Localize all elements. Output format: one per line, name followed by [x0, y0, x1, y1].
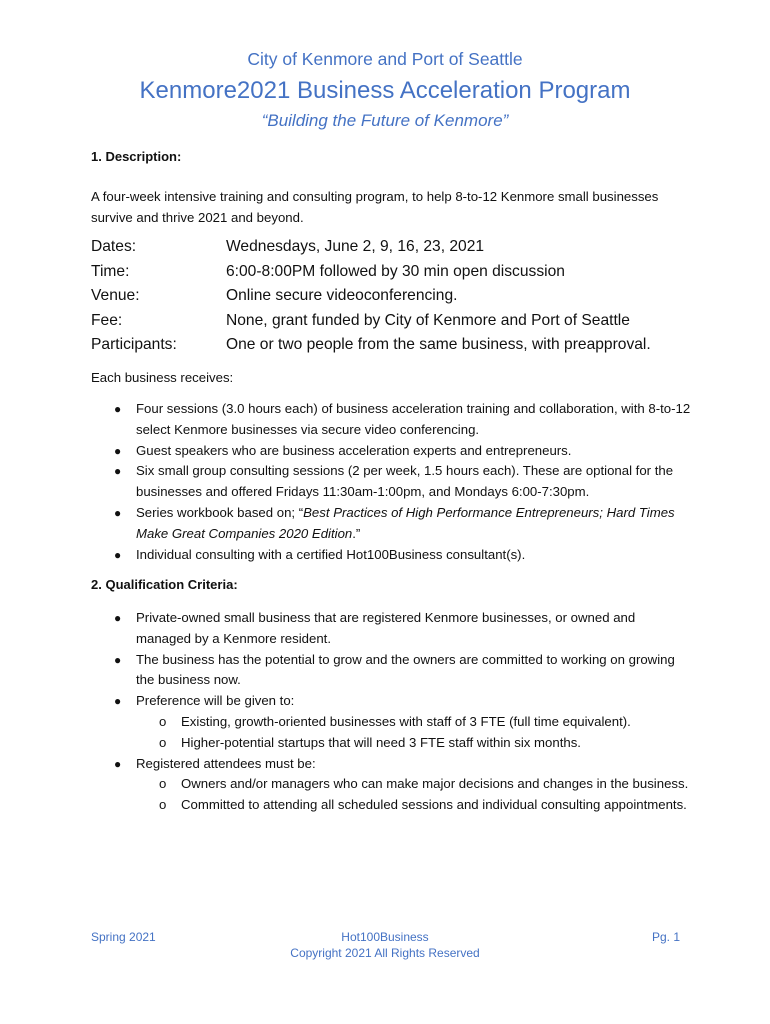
preference-sublist — [136, 712, 691, 754]
preference-label: Preference will be given to: — [136, 693, 295, 709]
detail-row-time — [91, 263, 731, 288]
detail-row-fee — [91, 312, 731, 337]
bullet-icon: ● — [114, 694, 122, 709]
bullet-icon: ● — [114, 402, 122, 416]
organization-line: City of Kenmore and Port of Seattle — [247, 49, 523, 69]
detail-label: Time: — [91, 262, 130, 280]
bullet-icon: ● — [114, 611, 122, 625]
benefits-list — [91, 399, 691, 565]
circle-bullet-icon: o — [159, 797, 167, 813]
list-item — [91, 754, 691, 816]
detail-value: Online secure videoconferencing. — [226, 287, 458, 304]
footer-copyright: Copyright 2021 All Rights Reserved — [290, 946, 480, 960]
preference-text: Existing, growth-oriented businesses with staff of 3 FTE (full time equivalent). — [181, 713, 631, 729]
list-item — [91, 545, 691, 566]
benefit-text: Six small group consulting sessions (2 per week, 1.5 hours each). These are optional for the businesses and offered Fridays 11:30am-1:00pm, and Mondays 6:00-7:30pm. — [136, 463, 674, 500]
sub-list-item — [136, 733, 691, 754]
bullet-icon: ● — [114, 547, 122, 562]
detail-value: 6:00-8:00PM followed by 30 min open discussion — [226, 262, 565, 280]
benefit-text: Individual consulting with a certified Hot100Business consultant(s). — [136, 546, 526, 562]
sub-list-item — [136, 774, 691, 795]
criteria-text: Private-owned small business that are registered Kenmore businesses, or owned and managed by a Kenmore resident. — [136, 610, 636, 646]
detail-row-dates — [91, 238, 731, 263]
attendees-sublist — [136, 774, 691, 816]
section-1-heading: 1. Description: — [91, 149, 182, 164]
detail-value: None, grant funded by City of Kenmore and Port of Seattle — [226, 311, 630, 329]
program-description: A four-week intensive training and consulting program, to help 8-to-12 Kenmore small businesses survive and thrive 2021 and beyond. — [91, 189, 659, 225]
attendee-text: Committed to attending all scheduled sessions and individual consulting appointments. — [181, 797, 687, 813]
benefit-text: Guest speakers who are business acceleration experts and entrepreneurs. — [136, 442, 572, 458]
attendees-label: Registered attendees must be: — [136, 755, 316, 771]
list-item — [91, 608, 691, 650]
section-2-heading: 2. Qualification Criteria: — [91, 577, 238, 592]
detail-value: One or two people from the same business, with preapproval. — [226, 336, 651, 353]
detail-label: Dates: — [91, 238, 137, 255]
bullet-icon: ● — [114, 464, 122, 479]
circle-bullet-icon: o — [159, 776, 167, 792]
list-item — [91, 691, 691, 753]
bullet-icon: ● — [114, 443, 122, 458]
preference-text: Higher-potential startups that will need 3 FTE staff within six months. — [181, 734, 581, 750]
criteria-list — [91, 608, 691, 816]
benefit-text: Four sessions (3.0 hours each) of business acceleration training and collaboration, with 8-to-12 select Kenmore businesses via secure video conferencing. — [136, 401, 691, 437]
circle-bullet-icon: o — [159, 713, 167, 729]
circle-bullet-icon: o — [159, 734, 167, 750]
program-details — [91, 238, 731, 361]
workbook-title: Best Practices of High Performance Entrepreneurs; Hard Times Make Great Companies 2020 Edition — [136, 504, 675, 541]
criteria-text: The business has the potential to grow and the owners are committed to working on growing the business now. — [136, 651, 675, 688]
detail-row-participants — [91, 336, 731, 361]
list-item — [91, 650, 691, 692]
footer-left: Spring 2021 — [91, 930, 156, 944]
list-item — [91, 399, 691, 441]
document-title: Kenmore2021 Business Acceleration Program — [139, 77, 631, 104]
list-item — [91, 441, 691, 462]
receives-intro: Each business receives: — [91, 370, 234, 385]
workbook-suffix: .” — [352, 525, 361, 541]
sub-list-item — [136, 795, 691, 816]
detail-label: Venue: — [91, 287, 140, 304]
page-number: Pg. 1 — [651, 930, 680, 944]
footer-company: Hot100Business — [341, 930, 429, 944]
bullet-icon: ● — [114, 505, 122, 520]
detail-row-venue — [91, 287, 731, 312]
attendee-text: Owners and/or managers who can make major decisions and changes in the business. — [181, 776, 689, 792]
list-item — [91, 461, 691, 503]
sub-list-item — [136, 712, 691, 733]
detail-label: Participants: — [91, 336, 177, 353]
tagline: “Building the Future of Kenmore” — [261, 111, 509, 130]
detail-label: Fee: — [91, 311, 123, 329]
bullet-icon: ● — [114, 652, 122, 667]
bullet-icon: ● — [114, 756, 122, 771]
detail-value: Wednesdays, June 2, 9, 16, 23, 2021 — [226, 238, 485, 255]
workbook-prefix: Series workbook based on; “ — [136, 504, 304, 520]
list-item — [91, 503, 691, 545]
